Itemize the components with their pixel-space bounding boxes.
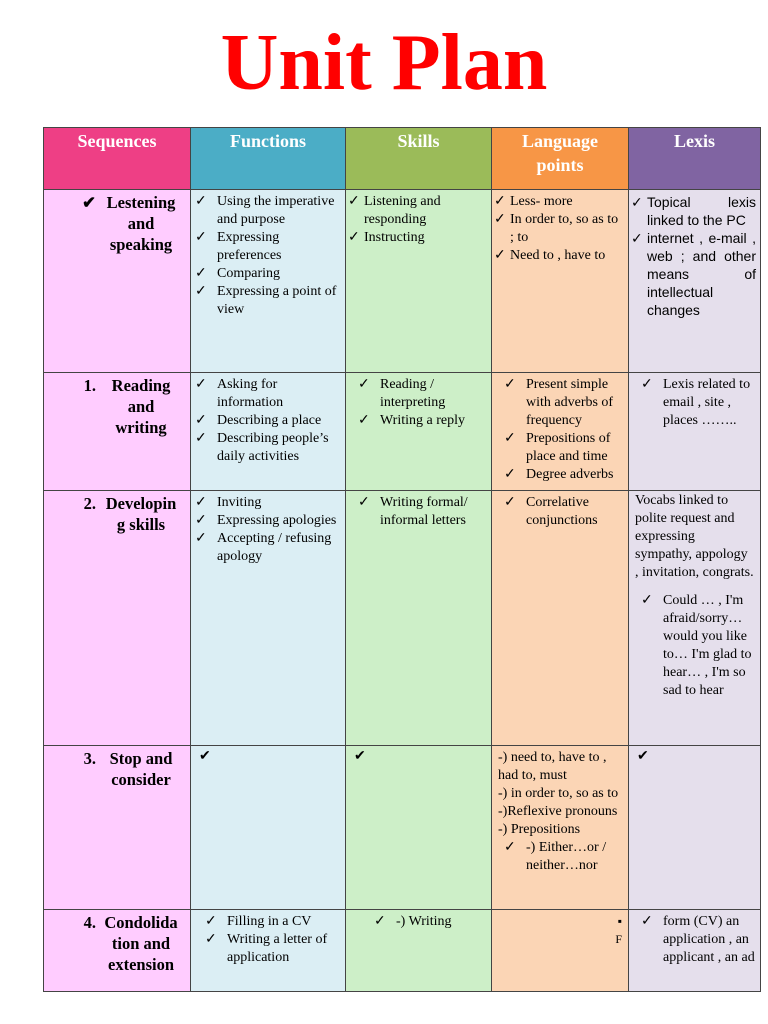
table-row <box>44 746 761 910</box>
language-text: In order to, so as to ; to <box>510 212 619 245</box>
list-item <box>195 265 341 283</box>
check-icon: ✓ <box>195 531 207 546</box>
skill-text: Writing a reply <box>380 413 465 428</box>
skills-cell <box>346 491 492 746</box>
function-text: Describing people’s daily activities <box>217 431 329 464</box>
language-text: -) need to, have to , had to, must <box>498 750 607 783</box>
sequence-label: Developin g skills <box>105 494 177 534</box>
language-cell <box>492 746 629 910</box>
list-item <box>195 193 341 229</box>
check-icon: ✓ <box>195 377 207 392</box>
sequence-number: 1. <box>83 376 96 395</box>
check-icon: ✓ <box>494 194 506 209</box>
list-item <box>195 512 341 530</box>
lexis-text: Topical lexis linked to the PC <box>647 194 756 228</box>
sequence-number: 2. <box>83 494 96 513</box>
list-item <box>494 247 624 265</box>
language-text: Correlative conjunctions <box>526 495 598 528</box>
check-icon: ✓ <box>195 495 207 510</box>
check-icon: ✓ <box>494 212 506 227</box>
check-icon: ✔ <box>354 749 366 764</box>
functions-cell <box>191 746 346 910</box>
check-icon: ✔ <box>82 193 96 212</box>
check-icon: ✓ <box>504 840 516 855</box>
table-row <box>44 190 761 373</box>
lexis-cell <box>629 491 761 746</box>
sequence-label: Reading and writing <box>111 376 171 437</box>
function-text: Filling in a CV <box>227 914 312 929</box>
check-icon: ✓ <box>348 230 360 245</box>
language-text: -) Prepositions <box>498 822 581 837</box>
language-text: Need to , have to <box>510 248 606 263</box>
language-text: Less- more <box>510 194 573 209</box>
function-text: Inviting <box>217 495 262 510</box>
list-item <box>496 466 624 484</box>
check-icon: ✓ <box>358 495 370 510</box>
language-cell <box>492 190 629 373</box>
check-icon: ✓ <box>631 194 643 210</box>
function-text: Using the imperative and purpose <box>217 194 335 227</box>
lexis-text: form (CV) an application , an applicant , an ad <box>663 914 755 965</box>
check-icon: ✔ <box>199 749 211 764</box>
list-item <box>350 494 487 530</box>
check-icon: ✓ <box>504 495 516 510</box>
functions-cell <box>191 373 346 491</box>
language-text: -) Either…or / neither…nor <box>526 840 607 873</box>
list-item <box>496 430 624 466</box>
sequence-label: Condolida tion and extension <box>104 913 178 974</box>
list-item <box>631 229 756 319</box>
check-icon: ✓ <box>205 914 217 929</box>
lexis-text: internet , e-mail , web ; and other means of intellectual changes <box>647 230 756 318</box>
list-item <box>350 376 487 412</box>
list-item <box>195 530 341 566</box>
check-icon: ✓ <box>641 377 653 392</box>
bullet-icon: ▪ <box>617 914 622 928</box>
check-icon: ✓ <box>641 593 653 608</box>
check-icon: ✓ <box>195 413 207 428</box>
list-item <box>494 211 624 247</box>
header-language-points-label: Language points <box>521 131 599 175</box>
functions-cell <box>191 910 346 992</box>
lexis-text: Could … , I'm afraid/sorry… would you like to… I'm glad to hear… , I'm so sad to hear <box>663 593 752 698</box>
function-text: Comparing <box>217 266 280 281</box>
list-item <box>348 193 487 229</box>
list-item <box>631 193 756 229</box>
check-icon: ✓ <box>195 284 207 299</box>
list-item <box>633 913 756 967</box>
lexis-cell <box>629 910 761 992</box>
list-item <box>496 494 624 530</box>
sequence-cell <box>44 746 191 910</box>
lexis-cell <box>629 190 761 373</box>
function-text: Describing a place <box>217 413 322 428</box>
list-item <box>633 592 756 700</box>
list-item <box>195 283 341 319</box>
sequence-label: Stop and consider <box>109 749 173 789</box>
check-icon: ✓ <box>195 194 207 209</box>
check-icon: ✓ <box>504 377 516 392</box>
list-item <box>494 193 624 211</box>
check-icon: ✓ <box>504 467 516 482</box>
check-icon: ✓ <box>195 266 207 281</box>
list-item <box>205 931 341 967</box>
page-title: Unit Plan <box>220 19 548 107</box>
table-row <box>44 373 761 491</box>
function-text: Writing a letter of application <box>227 932 328 965</box>
sequence-cell <box>44 491 191 746</box>
language-cell <box>492 373 629 491</box>
check-icon: ✓ <box>195 230 207 245</box>
list-item <box>195 412 341 430</box>
function-text: Expressing preferences <box>217 230 282 263</box>
language-text: -)Reflexive pronouns <box>498 804 618 819</box>
list-item <box>496 376 624 430</box>
check-icon: ✓ <box>504 431 516 446</box>
check-icon: ✓ <box>374 914 386 929</box>
sequence-number: 4. <box>83 913 96 932</box>
sequence-cell <box>44 373 191 491</box>
function-text: Expressing apologies <box>217 513 337 528</box>
sequence-cell <box>44 910 191 992</box>
language-text: Degree adverbs <box>526 467 614 482</box>
skill-text: Reading / interpreting <box>380 377 446 410</box>
skills-cell <box>346 373 492 491</box>
language-text: -) in order to, so as to <box>498 786 619 801</box>
list-item <box>348 229 487 247</box>
list-item <box>195 229 341 265</box>
list-item <box>374 913 487 931</box>
check-icon: ✓ <box>631 230 643 246</box>
header-skills: Skills <box>346 128 492 190</box>
table-row <box>44 910 761 992</box>
unit-plan-table <box>43 127 761 992</box>
list-item <box>496 839 624 875</box>
check-icon: ✓ <box>195 431 207 446</box>
language-cell <box>492 491 629 746</box>
list-item <box>195 494 341 512</box>
check-icon: ✓ <box>358 413 370 428</box>
function-text: Accepting / refusing apology <box>217 531 332 564</box>
check-icon: ✓ <box>494 248 506 263</box>
skill-text: Listening and responding <box>364 194 441 227</box>
list-item <box>195 376 341 412</box>
functions-cell <box>191 190 346 373</box>
header-lexis: Lexis <box>629 128 761 190</box>
check-icon: ✓ <box>641 914 653 929</box>
check-icon: ✓ <box>348 194 360 209</box>
language-cell <box>492 910 629 992</box>
functions-cell <box>191 491 346 746</box>
header-language-points <box>492 128 629 190</box>
sequence-label: Lestening and speaking <box>106 193 176 254</box>
skills-cell <box>346 190 492 373</box>
skill-text: Writing formal/ informal letters <box>380 495 468 528</box>
list-item <box>195 430 341 466</box>
lexis-cell <box>629 373 761 491</box>
check-icon: ✓ <box>358 377 370 392</box>
skills-cell <box>346 746 492 910</box>
sequence-cell <box>44 190 191 373</box>
check-icon: ✓ <box>205 932 217 947</box>
list-item <box>350 412 487 430</box>
header-functions: Functions <box>191 128 346 190</box>
function-text: Expressing a point of view <box>217 284 337 317</box>
header-row <box>44 128 761 190</box>
list-item <box>205 913 341 931</box>
list-item <box>633 376 756 430</box>
lexis-text: Vocabs linked to polite request and expressing sympathy, appology , invitation, congrats. <box>635 493 754 580</box>
language-text: Present simple with adverbs of frequency <box>526 377 614 428</box>
check-icon: ✔ <box>637 749 649 764</box>
lexis-cell <box>629 746 761 910</box>
lexis-text: Lexis related to email , site , places …….. <box>663 377 751 428</box>
language-text: F <box>615 932 622 946</box>
header-sequences: Sequences <box>44 128 191 190</box>
sequence-number: 3. <box>83 749 96 768</box>
table-row <box>44 491 761 746</box>
skill-text: -) Writing <box>396 914 452 929</box>
language-text: Prepositions of place and time <box>526 431 611 464</box>
skill-text: Instructing <box>364 230 425 245</box>
skills-cell <box>346 910 492 992</box>
check-icon: ✓ <box>195 513 207 528</box>
function-text: Asking for information <box>217 377 284 410</box>
